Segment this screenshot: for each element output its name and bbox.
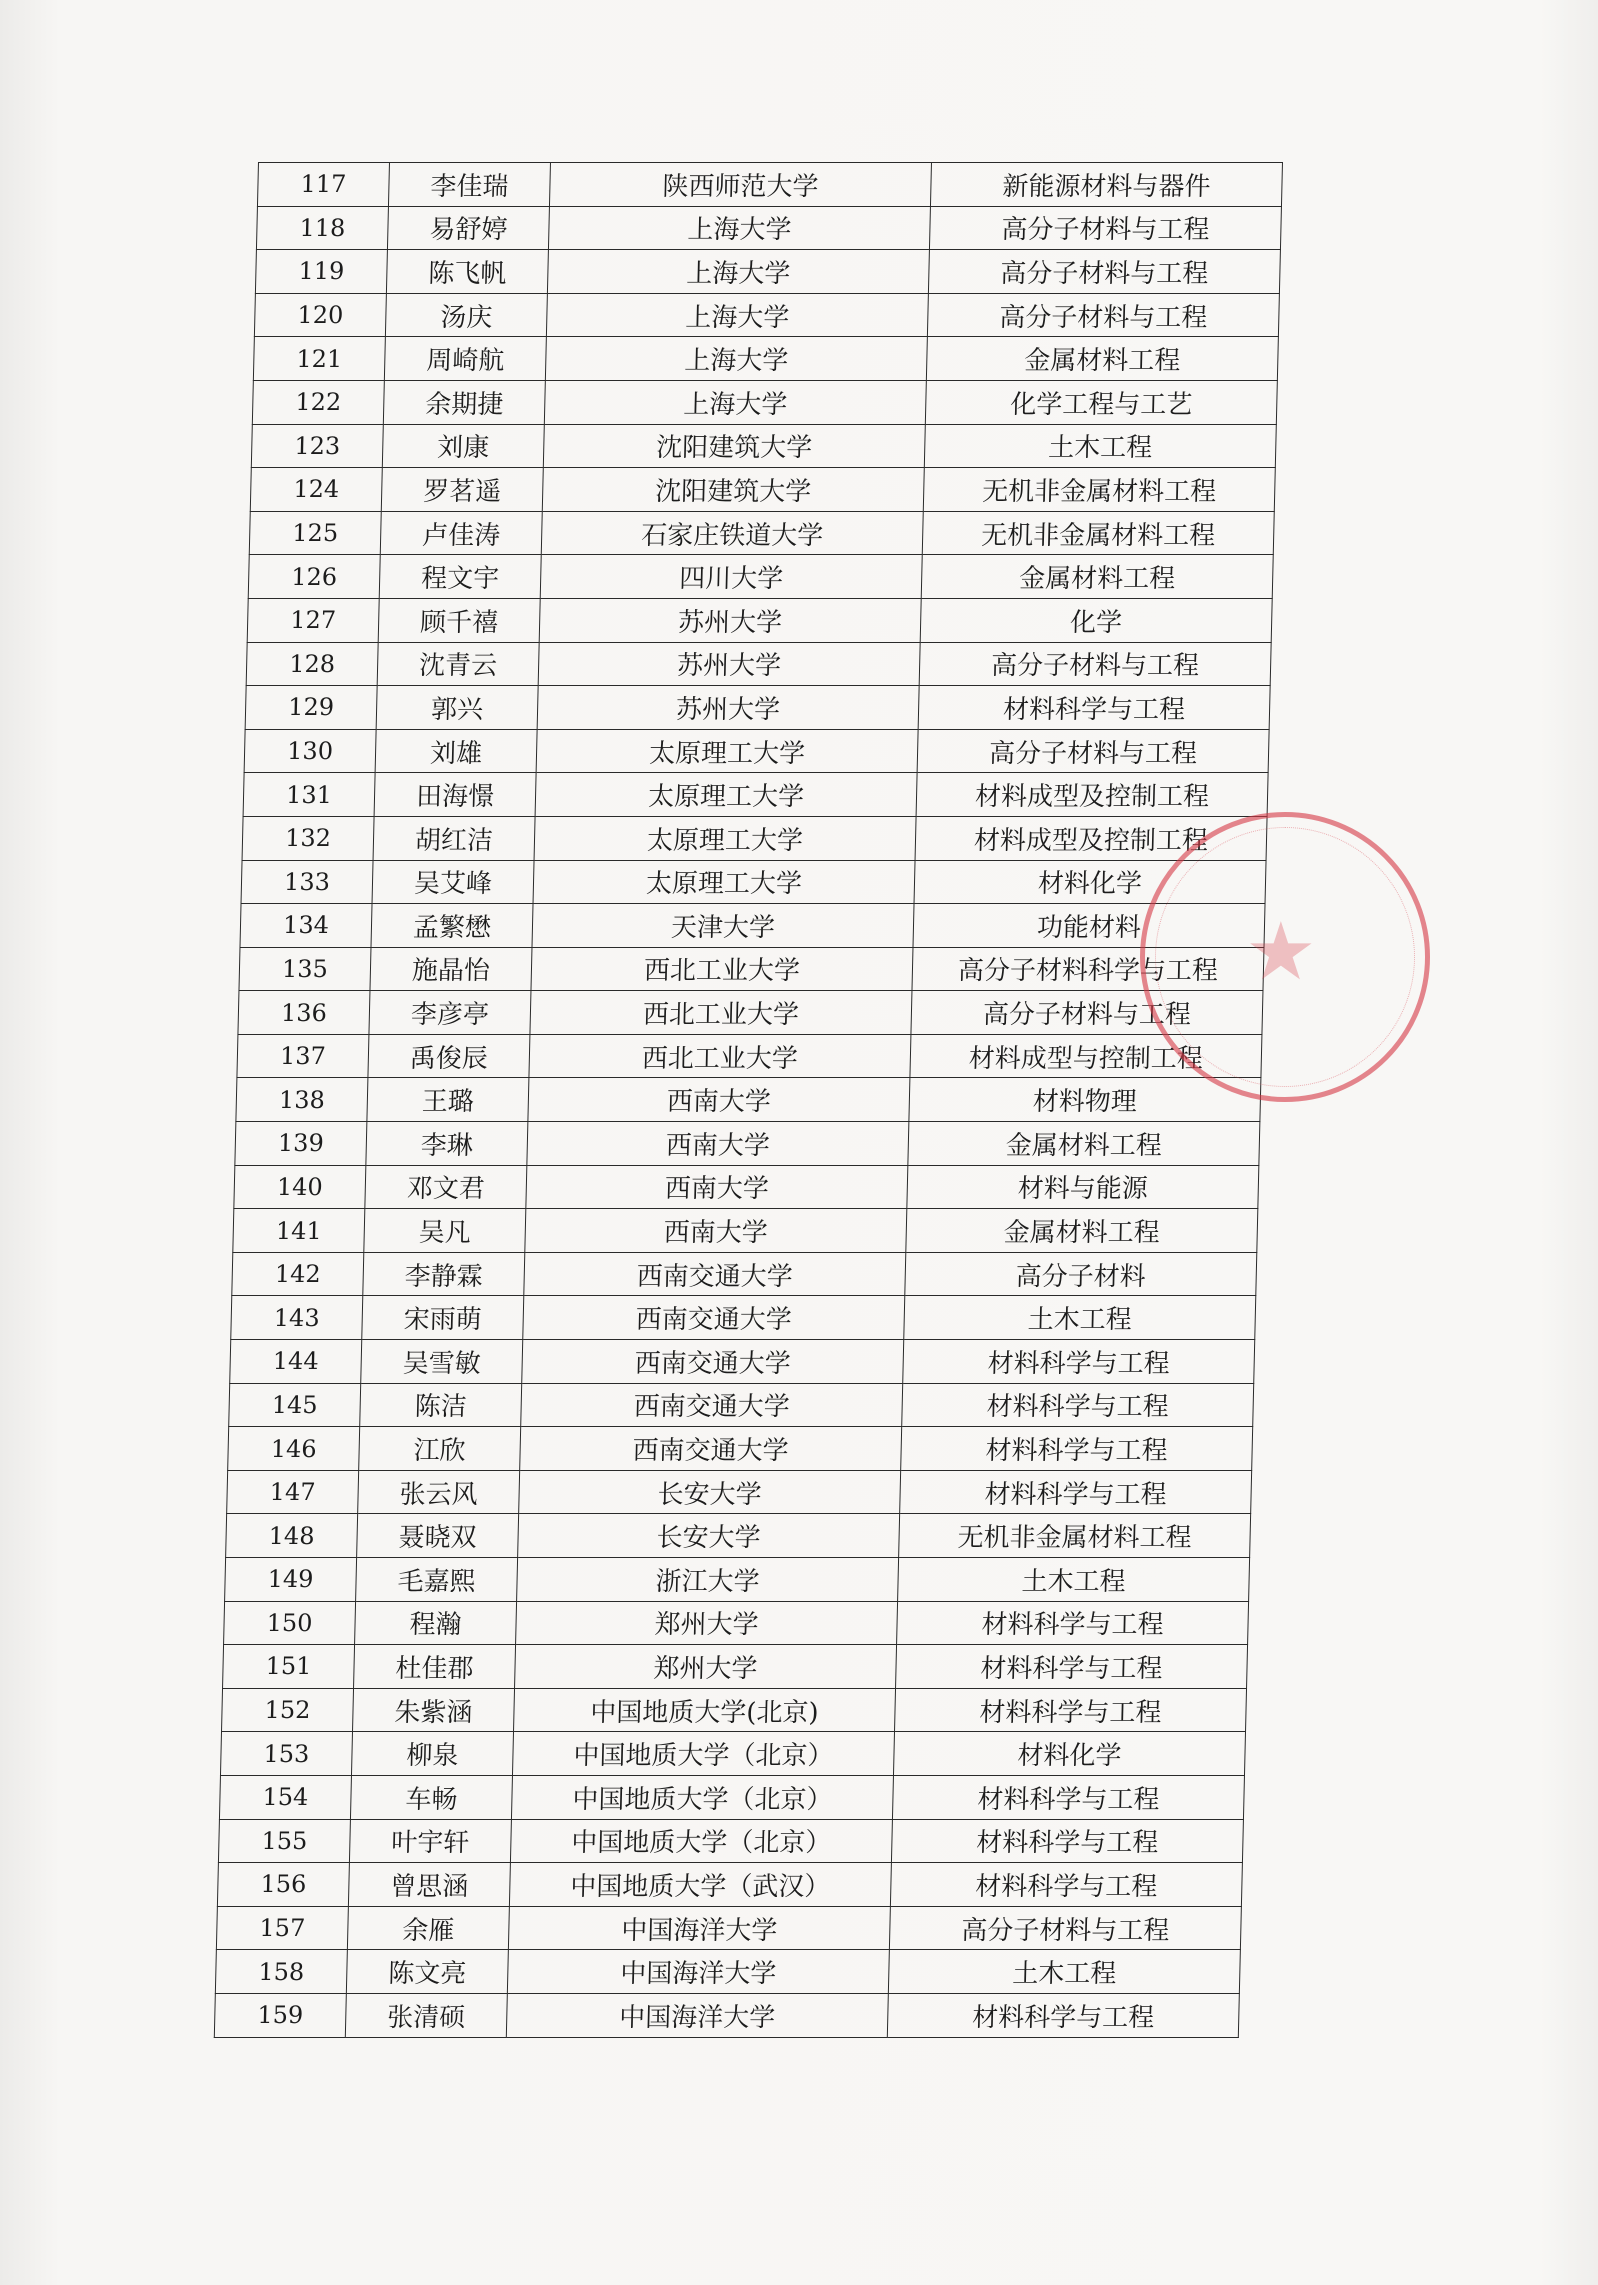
university-cell: 西南交通大学 [520, 1427, 902, 1471]
roster-table [214, 162, 1283, 2038]
university-cell: 郑州大学 [515, 1645, 897, 1689]
university-cell: 西南交通大学 [523, 1296, 905, 1340]
row-number-cell: 143 [231, 1296, 363, 1340]
student-name-cell: 顾千禧 [378, 598, 540, 642]
table-row [227, 1470, 1252, 1514]
table-row [232, 1252, 1257, 1296]
table-row [240, 904, 1265, 948]
row-number-cell: 123 [251, 424, 383, 468]
student-name-cell: 张清硕 [345, 1993, 507, 2037]
major-cell: 材料科学与工程 [903, 1340, 1255, 1384]
major-cell: 高分子材料与工程 [927, 293, 1279, 337]
major-cell: 高分子材料科学与工程 [912, 947, 1264, 991]
table-row [241, 860, 1266, 904]
university-cell: 西南大学 [526, 1165, 908, 1209]
table-row [224, 1601, 1249, 1645]
student-name-cell: 聂晓双 [357, 1514, 519, 1558]
row-number-cell: 138 [236, 1078, 368, 1122]
university-cell: 中国地质大学（北京） [512, 1732, 894, 1776]
major-cell: 高分子材料与工程 [911, 991, 1263, 1035]
table-row [249, 511, 1274, 555]
university-cell: 太原理工大学 [533, 860, 915, 904]
major-cell: 无机非金属材料工程 [899, 1514, 1251, 1558]
table-row [256, 206, 1281, 250]
roster-table-container [214, 162, 1278, 2038]
student-name-cell: 朱紫涵 [353, 1688, 515, 1732]
student-name-cell: 吴凡 [364, 1209, 526, 1253]
table-row [220, 1732, 1245, 1776]
table-row [247, 598, 1272, 642]
major-cell: 新能源材料与器件 [930, 163, 1282, 207]
student-name-cell: 李静霖 [363, 1252, 525, 1296]
university-cell: 四川大学 [540, 555, 922, 599]
row-number-cell: 147 [227, 1470, 359, 1514]
table-row [245, 686, 1270, 730]
roster-table-body [214, 163, 1282, 2038]
table-row [237, 1034, 1262, 1078]
row-number-cell: 136 [238, 991, 370, 1035]
row-number-cell: 151 [223, 1645, 355, 1689]
row-number-cell: 159 [214, 1993, 346, 2037]
university-cell: 西南大学 [525, 1209, 907, 1253]
table-row [248, 555, 1273, 599]
university-cell: 沈阳建筑大学 [542, 468, 924, 512]
university-cell: 西北工业大学 [530, 991, 912, 1035]
row-number-cell: 140 [234, 1165, 366, 1209]
student-name-cell: 沈青云 [377, 642, 539, 686]
row-number-cell: 148 [226, 1514, 358, 1558]
row-number-cell: 139 [235, 1122, 367, 1166]
row-number-cell: 127 [247, 598, 379, 642]
row-number-cell: 117 [257, 163, 389, 207]
university-cell: 上海大学 [548, 206, 930, 250]
student-name-cell: 郭兴 [376, 686, 538, 730]
table-row [236, 1078, 1261, 1122]
student-name-cell: 杜佳郡 [354, 1645, 516, 1689]
table-row [223, 1645, 1248, 1689]
university-cell: 上海大学 [547, 250, 929, 294]
major-cell: 材料科学与工程 [918, 686, 1270, 730]
table-row [217, 1863, 1242, 1907]
major-cell: 材料科学与工程 [897, 1601, 1249, 1645]
university-cell: 沈阳建筑大学 [543, 424, 925, 468]
row-number-cell: 157 [216, 1906, 348, 1950]
student-name-cell: 车畅 [350, 1775, 512, 1819]
university-cell: 石家庄铁道大学 [541, 511, 923, 555]
student-name-cell: 叶宇轩 [349, 1819, 511, 1863]
row-number-cell: 121 [253, 337, 385, 381]
table-row [228, 1427, 1253, 1471]
university-cell: 西南大学 [527, 1122, 909, 1166]
student-name-cell: 曾思涵 [348, 1863, 510, 1907]
student-name-cell: 刘康 [382, 424, 544, 468]
university-cell: 陕西师范大学 [549, 163, 931, 207]
major-cell: 高分子材料与工程 [928, 250, 1280, 294]
major-cell: 土木工程 [904, 1296, 1256, 1340]
table-row [234, 1165, 1259, 1209]
university-cell: 西南交通大学 [524, 1252, 906, 1296]
major-cell: 土木工程 [898, 1558, 1250, 1602]
table-row [239, 947, 1264, 991]
university-cell: 中国海洋大学 [507, 1950, 889, 1994]
table-row [219, 1775, 1244, 1819]
university-cell: 中国地质大学(北京) [514, 1688, 896, 1732]
student-name-cell: 邓文君 [365, 1165, 527, 1209]
row-number-cell: 128 [246, 642, 378, 686]
university-cell: 郑州大学 [516, 1601, 898, 1645]
table-row [242, 816, 1267, 860]
major-cell: 金属材料工程 [906, 1209, 1258, 1253]
major-cell: 高分子材料与工程 [889, 1906, 1241, 1950]
table-row [235, 1122, 1260, 1166]
student-name-cell: 易舒婷 [387, 206, 549, 250]
row-number-cell: 137 [237, 1034, 369, 1078]
student-name-cell: 柳泉 [351, 1732, 513, 1776]
university-cell: 西南大学 [528, 1078, 910, 1122]
row-number-cell: 141 [233, 1209, 365, 1253]
row-number-cell: 150 [224, 1601, 356, 1645]
major-cell: 材料科学与工程 [901, 1427, 1253, 1471]
university-cell: 西北工业大学 [529, 1034, 911, 1078]
major-cell: 材料科学与工程 [892, 1775, 1244, 1819]
row-number-cell: 158 [215, 1950, 347, 1994]
student-name-cell: 宋雨萌 [362, 1296, 524, 1340]
major-cell: 土木工程 [888, 1950, 1240, 1994]
major-cell: 材料成型及控制工程 [915, 816, 1267, 860]
row-number-cell: 119 [255, 250, 387, 294]
table-row [251, 424, 1276, 468]
university-cell: 中国地质大学（武汉） [509, 1863, 891, 1907]
university-cell: 长安大学 [518, 1514, 900, 1558]
major-cell: 材料物理 [909, 1078, 1261, 1122]
student-name-cell: 江欣 [359, 1427, 521, 1471]
student-name-cell: 程文宇 [379, 555, 541, 599]
student-name-cell: 毛嘉熙 [356, 1558, 518, 1602]
university-cell: 上海大学 [546, 293, 928, 337]
major-cell: 高分子材料与工程 [929, 206, 1281, 250]
student-name-cell: 余雁 [347, 1906, 509, 1950]
row-number-cell: 152 [222, 1688, 354, 1732]
university-cell: 长安大学 [519, 1470, 901, 1514]
table-row [218, 1819, 1243, 1863]
row-number-cell: 153 [220, 1732, 352, 1776]
student-name-cell: 卢佳涛 [380, 511, 542, 555]
student-name-cell: 胡红洁 [373, 816, 535, 860]
row-number-cell: 156 [217, 1863, 349, 1907]
student-name-cell: 施晶怡 [370, 947, 532, 991]
major-cell: 高分子材料 [905, 1252, 1257, 1296]
university-cell: 太原理工大学 [535, 773, 917, 817]
row-number-cell: 133 [241, 860, 373, 904]
table-row [233, 1209, 1258, 1253]
university-cell: 中国地质大学（北京） [511, 1775, 893, 1819]
major-cell: 材料科学与工程 [900, 1470, 1252, 1514]
student-name-cell: 禹俊辰 [368, 1034, 530, 1078]
student-name-cell: 孟繁懋 [371, 904, 533, 948]
table-row [238, 991, 1263, 1035]
major-cell: 材料科学与工程 [890, 1863, 1242, 1907]
major-cell: 化学 [920, 598, 1272, 642]
major-cell: 材料科学与工程 [895, 1688, 1247, 1732]
row-number-cell: 125 [249, 511, 381, 555]
university-cell: 上海大学 [544, 380, 926, 424]
student-name-cell: 李彦亭 [369, 991, 531, 1035]
table-row [255, 250, 1280, 294]
student-name-cell: 李琳 [366, 1122, 528, 1166]
major-cell: 高分子材料与工程 [919, 642, 1271, 686]
student-name-cell: 汤庆 [385, 293, 547, 337]
row-number-cell: 129 [245, 686, 377, 730]
university-cell: 太原理工大学 [536, 729, 918, 773]
major-cell: 金属材料工程 [921, 555, 1273, 599]
table-row [215, 1950, 1240, 1994]
major-cell: 材料与能源 [907, 1165, 1259, 1209]
major-cell: 材料科学与工程 [896, 1645, 1248, 1689]
row-number-cell: 144 [230, 1340, 362, 1384]
major-cell: 高分子材料与工程 [917, 729, 1269, 773]
major-cell: 材料化学 [914, 860, 1266, 904]
major-cell: 化学工程与工艺 [925, 380, 1277, 424]
student-name-cell: 余期捷 [383, 380, 545, 424]
university-cell: 上海大学 [545, 337, 927, 381]
student-name-cell: 刘雄 [375, 729, 537, 773]
row-number-cell: 146 [228, 1427, 360, 1471]
student-name-cell: 王璐 [367, 1078, 529, 1122]
table-row [230, 1340, 1255, 1384]
student-name-cell: 吴艾峰 [372, 860, 534, 904]
row-number-cell: 131 [243, 773, 375, 817]
table-row [226, 1514, 1251, 1558]
student-name-cell: 程瀚 [355, 1601, 517, 1645]
university-cell: 中国海洋大学 [508, 1906, 890, 1950]
row-number-cell: 132 [242, 816, 374, 860]
university-cell: 西北工业大学 [531, 947, 913, 991]
table-row [243, 773, 1268, 817]
row-number-cell: 142 [232, 1252, 364, 1296]
row-number-cell: 130 [244, 729, 376, 773]
university-cell: 西南交通大学 [522, 1340, 904, 1384]
table-row [231, 1296, 1256, 1340]
student-name-cell: 吴雪敏 [361, 1340, 523, 1384]
seal-star-icon: ★ [1245, 905, 1317, 998]
university-cell: 苏州大学 [538, 642, 920, 686]
major-cell: 材料成型及控制工程 [916, 773, 1268, 817]
row-number-cell: 122 [252, 380, 384, 424]
table-row [257, 163, 1282, 207]
university-cell: 苏州大学 [539, 598, 921, 642]
row-number-cell: 118 [256, 206, 388, 250]
university-cell: 太原理工大学 [534, 816, 916, 860]
major-cell: 材料成型与控制工程 [910, 1034, 1262, 1078]
university-cell: 苏州大学 [537, 686, 919, 730]
student-name-cell: 陈文亮 [346, 1950, 508, 1994]
row-number-cell: 126 [248, 555, 380, 599]
student-name-cell: 陈洁 [360, 1383, 522, 1427]
row-number-cell: 149 [225, 1558, 357, 1602]
student-name-cell: 田海憬 [374, 773, 536, 817]
major-cell: 材料科学与工程 [902, 1383, 1254, 1427]
major-cell: 土木工程 [924, 424, 1276, 468]
student-name-cell: 陈飞帆 [386, 250, 548, 294]
major-cell: 功能材料 [913, 904, 1265, 948]
table-row [253, 337, 1278, 381]
major-cell: 金属材料工程 [908, 1122, 1260, 1166]
table-row [250, 468, 1275, 512]
student-name-cell: 李佳瑞 [388, 163, 550, 207]
row-number-cell: 154 [219, 1775, 351, 1819]
university-cell: 天津大学 [532, 904, 914, 948]
major-cell: 材料科学与工程 [887, 1993, 1239, 2037]
major-cell: 无机非金属材料工程 [922, 511, 1274, 555]
table-row [214, 1993, 1239, 2037]
row-number-cell: 120 [254, 293, 386, 337]
table-row [246, 642, 1271, 686]
university-cell: 浙江大学 [517, 1558, 899, 1602]
university-cell: 中国海洋大学 [506, 1993, 888, 2037]
row-number-cell: 145 [229, 1383, 361, 1427]
major-cell: 金属材料工程 [926, 337, 1278, 381]
university-cell: 西南交通大学 [521, 1383, 903, 1427]
row-number-cell: 135 [239, 947, 371, 991]
row-number-cell: 134 [240, 904, 372, 948]
table-row [222, 1688, 1247, 1732]
table-row [216, 1906, 1241, 1950]
table-row [244, 729, 1269, 773]
student-name-cell: 张云风 [358, 1470, 520, 1514]
table-row [229, 1383, 1254, 1427]
row-number-cell: 124 [250, 468, 382, 512]
table-row [252, 380, 1277, 424]
row-number-cell: 155 [218, 1819, 350, 1863]
student-name-cell: 周崎航 [384, 337, 546, 381]
major-cell: 材料科学与工程 [891, 1819, 1243, 1863]
university-cell: 中国地质大学（北京） [510, 1819, 892, 1863]
major-cell: 无机非金属材料工程 [923, 468, 1275, 512]
table-row [254, 293, 1279, 337]
major-cell: 材料化学 [893, 1732, 1245, 1776]
student-name-cell: 罗茗遥 [381, 468, 543, 512]
table-row [225, 1558, 1250, 1602]
